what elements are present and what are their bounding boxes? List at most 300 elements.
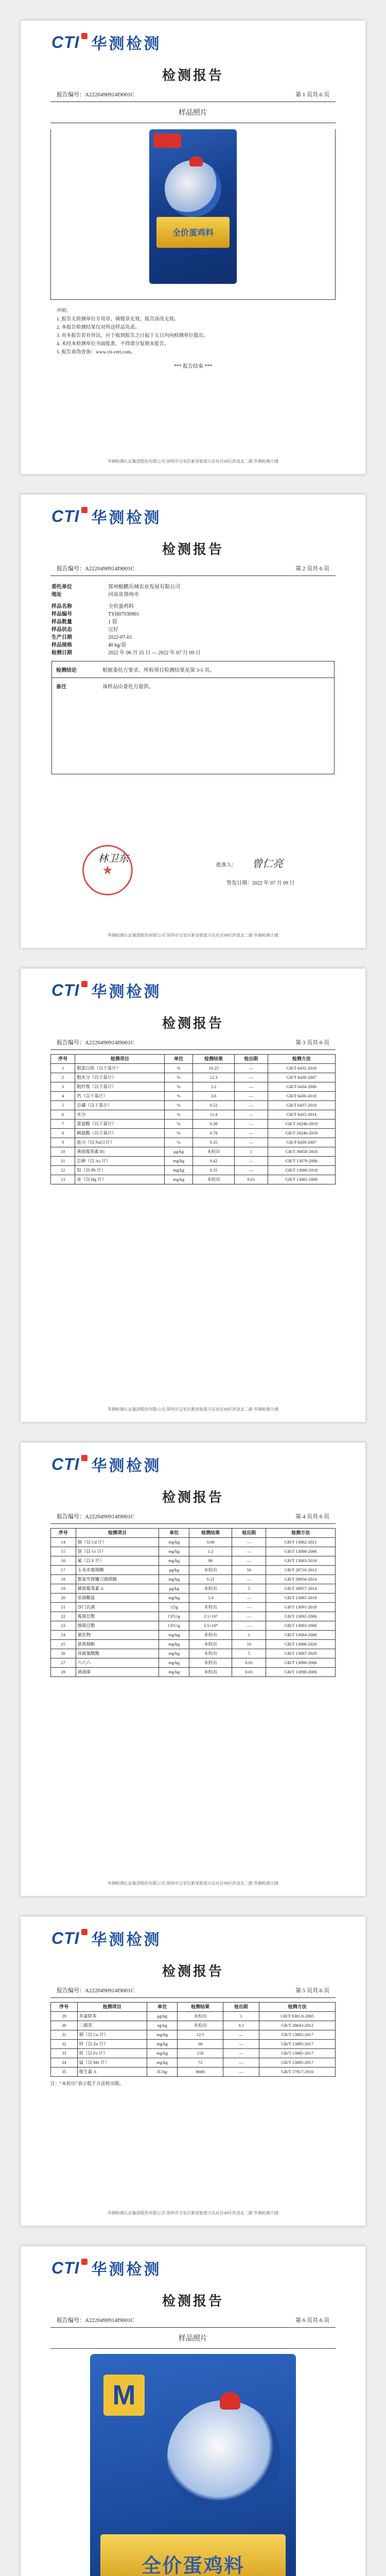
table-cell: mg/kg [165,1166,192,1175]
table-cell: 玉米赤霉烯酮 [76,1566,159,1575]
note-line: 1. 报告无检测单位专用章、骑缝章无效，报告涂改无效。 [57,317,179,322]
table-row [51,2040,336,2049]
table-cell: GB/T 13885-2017 [259,2040,336,2049]
table-row [51,1594,336,1603]
table-cell: 29 [51,2012,78,2021]
table-cell: mg/kg [147,2040,177,2049]
table-cell: 细菌总数 [76,1621,159,1631]
table-cell: 未检出 [189,1566,232,1575]
table-cell: ng/kg [147,2021,177,2030]
table-cell: GB/T 13086-2020 [266,1640,336,1649]
page-number: 第 2 页共 6 页 [295,566,329,572]
table-cell: mg/kg [165,1175,192,1184]
table-cell: mg/kg [159,1556,189,1566]
table-cell: 维生素 A [77,2067,147,2077]
table-cell: 镉（以 Cd 计） [76,1538,159,1547]
table-cell: mg/kg [159,1658,189,1668]
table-row [51,1612,336,1621]
table-cell: 14 [51,1538,76,1547]
table-cell: μg/kg [147,2012,177,2021]
table-row [51,1640,336,1649]
table-cell: 脱氧雪腐镰刀菌烯醇 [76,1575,159,1584]
table-cell: GB/T 13093-2006 [266,1621,336,1631]
table-cell: GB/T 13885-2017 [259,2049,336,2058]
table-cell: mg/kg [159,1538,189,1547]
table-row [51,1064,336,1073]
table-cell: 多氯联苯 [77,2012,147,2021]
table-cell: mg/kg [159,1547,189,1556]
table-cell: 0.35 [192,1166,234,1175]
table-cell: 盐分（以 NaCl 计） [75,1138,165,1147]
table-cell: 20 [51,1594,76,1603]
table-cell: — [232,1556,266,1566]
table-cell: 3.2 [192,1082,234,1092]
table-cell: 霉菌总数 [76,1612,159,1621]
bag-label: 全价蛋鸡料 [172,228,214,238]
table-cell: — [235,1110,268,1120]
table-cell: 86 [189,1556,232,1566]
table-cell: — [232,1547,266,1556]
table-cell: 1 [51,1064,75,1073]
table-cell: 铬（以 Cr 计） [76,1547,159,1556]
table-cell: — [235,1092,268,1101]
table-cell: 未检出 [192,1175,234,1184]
table-cell: 0.01 [232,1668,266,1677]
table-cell: % [165,1082,192,1092]
table-cell: 铜（以 Cu 计） [77,2030,147,2040]
table-cell: GB/T 30957-2014 [266,1584,336,1594]
table-cell: 156 [178,2049,223,2058]
table-cell: GB/T 13080-2018 [268,1166,335,1175]
table-cell: 1 [232,1631,266,1640]
table-row [51,1120,336,1129]
page-number: 第 3 页共 6 页 [295,1040,329,1046]
table-cell: GB/T 13885-2017 [259,2030,336,2040]
logo-cti: CTI [51,506,80,526]
table-cell: 蛋氨酸（以干基计） [75,1120,165,1129]
table-row [51,1110,336,1120]
table-cell: 粗灰分（以干基计） [75,1073,165,1082]
logo-cti: CTI [51,1928,80,1947]
logo-mark-icon [81,33,87,39]
table-cell: 0.1 [223,2021,259,2030]
table-cell: 5 [232,1584,266,1594]
table-cell: 28 [51,1668,76,1677]
table-cell: 未检出 [189,1668,232,1677]
logo-cn: 华测检测 [91,984,162,1001]
table-cell: — [235,1101,268,1110]
table-cell: 氰化物 [76,1631,159,1640]
photo-label: 样品照片 [50,2328,336,2349]
header-rule [50,1523,336,1524]
table-cell: 3.4 [189,1594,232,1603]
header-logo [21,1443,365,1475]
report-title: 检测报告 [162,68,224,83]
page-number: 第 1 页共 6 页 [295,92,329,98]
page-footer: 华测检测认证集团股份有限公司 深圳市宝安区新安街道兴东社区69区洪浪北二路 华测检测大楼 [108,2211,278,2215]
table-cell: — [232,1594,266,1603]
table-cell: 2 [51,1073,75,1082]
table-cell: 7 [51,1120,75,1129]
table-cell: GB/T 17817-2010 [259,2067,336,2077]
report-title: 检测报告 [162,1964,224,1979]
table-cell: — [235,1166,268,1175]
report-page-5 [21,1917,365,2226]
table-cell: μg/kg [159,1566,189,1575]
table-cell: 9 [51,1138,75,1147]
table-cell: % [165,1073,192,1082]
table-note: 注：“未检出”表示低于方法检出限。 [50,2081,124,2086]
table-cell: GB/T 13885-2017 [259,2058,336,2067]
table-cell: % [165,1110,192,1120]
table-cell: GB/T 6439-2007 [268,1138,335,1147]
table-cell: 1.2 [189,1547,232,1556]
table-cell: 24 [51,1631,76,1640]
table-cell: 0.42 [192,1157,234,1166]
table-row [51,2049,336,2058]
page-number: 第 6 页共 6 页 [295,2317,329,2324]
issue-date: 签发日期：2022 年 07 月 09 日 [226,880,295,886]
table-cell: mg/kg [159,1640,189,1649]
table-cell: 4 [51,1092,75,1101]
report-number: 报告编号：A2220490914I9001C [57,1988,134,1994]
table-cell: 68 [178,2040,223,2049]
table-cell: 赭曲霉毒素 A [76,1584,159,1594]
table-cell: 15 [51,1547,76,1556]
table-cell: 未检出 [189,1584,232,1594]
table-cell: 锰（以 Mn 计） [77,2058,147,2067]
table-cell: GB/T 6432-2018 [268,1064,335,1073]
table-cell: 16 [51,1556,76,1566]
table-cell: 沙门氏菌 [76,1603,159,1612]
table-cell: 铅（以 Pb 计） [75,1166,165,1175]
table-cell: 钙（以干基计） [75,1092,165,1101]
table-cell: — [223,2030,259,2040]
table-cell: — [235,1073,268,1082]
table-cell: % [165,1129,192,1138]
table-cell: 31 [51,2030,78,2040]
logo-cn: 华测检测 [91,510,162,527]
table-cell: μg/kg [165,1147,192,1157]
official-seal: ★ [82,845,133,895]
handwritten-signature: 林卫东 [98,852,129,865]
header-logo [21,495,365,527]
table-row [51,1631,336,1640]
table-cell: GB/T 13091-2018 [266,1603,336,1612]
table-cell: CFU/g [159,1621,189,1631]
table-cell: 26 [51,1649,76,1658]
table-cell: GB/T 13092-2006 [266,1612,336,1621]
table-cell: GB/T 13079-2006 [268,1157,335,1166]
table-cell: % [165,1138,192,1147]
table-cell: 赖氨酸（以干基计） [75,1129,165,1138]
table-row [51,1566,336,1575]
table-cell: 13 [51,1175,75,1184]
header-logo [21,21,365,53]
feed-bag-image [149,129,237,284]
page-number: 第 4 页共 6 页 [295,1514,329,1520]
table-row [51,1538,336,1547]
table-row [51,1101,336,1110]
table-cell: 32 [51,2040,78,2049]
table-row [51,1157,336,1166]
report-title: 检测报告 [162,542,224,557]
table-cell: 11.4 [192,1110,234,1120]
header-logo [21,969,365,1001]
table-row [51,1584,336,1594]
note-line: 4. 未经本检测单位书面批准，不得部分复制本报告。 [57,342,169,347]
logo-mark-icon [81,2259,87,2265]
table-cell: 六六六 [76,1658,159,1668]
page-footer: 华测检测认证集团股份有限公司 深圳市宝安区新安街道兴东社区69区洪浪北二路 华测检测大楼 [108,459,278,464]
table-cell: 异硫氰酸酯 [76,1649,159,1658]
table-cell: — [223,2058,259,2067]
table-cell: 16.25 [192,1064,234,1073]
results-table: 序号 检测项目 单位 检测结果 检出限 检测方法 1 粗蛋白质（以干基计） % 16.25 — GB/T 6432-2018 2 粗灰分（以干基计） % 12.3 — GB/T 6438-2007 3 粗纤维（以干基计） % 3.2 — GB/T 6434-2006 4 钙（以干基计） % 3.6 — GB/T 6436-2018 5 总磷（以干基计） % 0.52 — GB/T 6437-2018 6 水分 % 11.4 — GB/T 6435-2014 7 蛋氨酸（以干基计） % 0.38 — GB/T 18246-2019 8 赖氨酸（以干基计） % 0.78 — GB/T 18246-2019 9 盐分（以 NaCl 计） % 0.35 — GB/T 6439-2007 10 黄曲霉毒素 B1 μg/kg 未检出 1 GB/T 36858-2018 11 总砷（以 As 计） mg/kg 0.42 — GB/T 13079-2006 12 铅（以 Pb 计） mg/kg 0.35 — GB/T 13080-2018 13 汞（以 Hg 计） mg/kg 未检出 0.01 GB/T 13081-2006 [50,1054,336,1184]
table-cell: 19 [51,1584,76,1594]
table-cell: 25 [51,1640,76,1649]
feed-bag-image [90,2354,296,2576]
table-row [51,1082,336,1092]
table-cell: 滴滴涕 [76,1668,159,1677]
table-row [51,1556,336,1566]
table-row [51,1129,336,1138]
table-cell: 8 [51,1129,75,1138]
report-title: 检测报告 [162,1016,224,1031]
table-cell: 0.35 [192,1138,234,1147]
table-cell: GB/T 36858-2018 [268,1147,335,1157]
table-cell: 水分 [75,1110,165,1120]
table-cell: 游离棉酚 [76,1640,159,1649]
table-cell: GB/T 13088-2006 [266,1547,336,1556]
table-cell: — [235,1157,268,1166]
table-cell: 5 [232,1649,266,1658]
table-cell: μg/kg [159,1584,189,1594]
table-cell: 12.5 [178,2030,223,2040]
logo-cn: 华测检测 [91,1458,162,1475]
table-cell: GB/T 18246-2019 [268,1120,335,1129]
table-cell: 0.01 [235,1175,268,1184]
table-cell: 总磷（以干基计） [75,1101,165,1110]
table-cell: — [232,1575,266,1584]
table-cell: 粗蛋白质（以干基计） [75,1064,165,1073]
note-line: 声明： [57,309,72,314]
table-cell: 23 [51,1621,76,1631]
page-footer: 华测检测认证集团股份有限公司 深圳市宝安区新安街道兴东社区69区洪浪北二路 华测检测大楼 [108,1407,278,1412]
table-cell: 17 [51,1566,76,1575]
table-cell: % [165,1120,192,1129]
table-cell: 1 [223,2012,259,2021]
note-line: 3. 对本报告若有异议，应于收到报告之日起十五日内向检测单位提出。 [57,333,208,338]
table-cell: 0.52 [192,1101,234,1110]
photo-label: 样品照片 [50,102,336,123]
table-cell: 50 [232,1566,266,1575]
table-cell: CFU/g [159,1612,189,1621]
table-cell: 总砷（以 As 计） [75,1157,165,1166]
report-page-3 [21,969,365,1422]
table-cell: mg/kg [165,1157,192,1166]
table-row [51,2030,336,2040]
table-cell: 12.3 [192,1073,234,1082]
report-page-2 [21,495,365,948]
table-cell: GB/T 13084-2006 [266,1631,336,1640]
table-cell: GB/T 13087-2020 [266,1649,336,1658]
report-number: 报告编号：A2220490914I9001C [57,92,134,98]
table-cell: 34 [51,2058,78,2067]
table-cell: GB/T 6437-2018 [268,1101,335,1110]
table-cell: 27 [51,1658,76,1668]
table-cell: 21 [51,1603,76,1612]
report-number: 报告编号：A2220490914I9001C [57,1514,134,1520]
page-footer: 华测检测认证集团股份有限公司 深圳市宝安区新安街道兴东社区69区洪浪北二路 华测检测大楼 [108,933,278,938]
table-cell: 3 [51,1082,75,1092]
table-cell: 11 [51,1157,75,1166]
table-cell: 粗纤维（以干基计） [75,1082,165,1092]
table-cell: — [223,2067,259,2077]
table-cell: 汞（以 Hg 计） [75,1175,165,1184]
table-cell: 0.01 [232,1658,266,1668]
header-logo [21,2246,365,2278]
table-cell: mg/kg [147,2049,177,2058]
report-page-4 [21,1443,365,1896]
table-cell: GB/T 13081-2006 [268,1175,335,1184]
table-row [51,1649,336,1658]
sample-photo [50,129,336,300]
report-title: 检测报告 [162,1490,224,1505]
table-cell: 12 [51,1166,75,1175]
table-cell: mg/kg [159,1575,189,1584]
conclusion-box: 检测结论 根据委托方要求，所检项目检测结果见第 3-5 页。 备注 该样品由委托方提供。 [51,661,335,774]
logo-cti: CTI [51,32,80,52]
table-cell: mg/kg [147,2058,177,2067]
header-rule [50,1049,336,1050]
table-cell: 未检出 [189,1658,232,1668]
logo-cn: 华测检测 [91,36,162,53]
table-row [51,1668,336,1677]
table-cell: 0.21 [189,1575,232,1584]
table-cell: 5 [51,1101,75,1110]
table-cell: GB/T 6435-2014 [268,1110,335,1120]
table-cell: 22 [51,1612,76,1621]
table-cell: — [223,2049,259,2058]
table-cell: 铁（以 Fe 计） [77,2049,147,2058]
table-row [51,1621,336,1631]
table-cell: 黄曲霉毒素 B1 [75,1147,165,1157]
table-cell: 未检出 [189,1640,232,1649]
table-cell: mg/kg [159,1631,189,1640]
header-rule [50,1997,336,1998]
table-cell: 未检出 [189,1631,232,1640]
bag-label: 全价蛋鸡料 [141,2554,244,2576]
table-cell: GB/T 13083-2018 [266,1556,336,1566]
table-cell: 18 [51,1575,76,1584]
table-cell: 未检出 [178,2012,223,2021]
table-row [51,1166,336,1175]
table-cell: — [232,1612,266,1621]
table-cell: 33 [51,2049,78,2058]
logo-mark-icon [81,1929,87,1935]
table-cell: 2.1×10³ [189,1612,232,1621]
declaration-notes [21,300,365,357]
table-cell: — [232,1538,266,1547]
report-page-1 [21,21,365,474]
table-cell: — [223,2040,259,2049]
table-row [51,2012,336,2021]
table-cell: mg/kg [159,1649,189,1658]
results-table: 序号 检测项目 单位 检测结果 检出限 检测方法 14 镉（以 Cd 计） mg/kg 0.06 — GB/T 13082-2021 15 铬（以 Cr 计） mg/kg 1.2 — GB/T 13088-2006 16 氟（以 F 计） mg/kg 86 — GB/T 13083-2018 17 玉米赤霉烯酮 μg/kg 未检出 50 GB/T 28716-2012 18 脱氧雪腐镰刀菌烯醇 mg/kg 0.21 — GB/T 30956-2014 19 赭曲霉毒素 A μg/kg 未检出 5 GB/T 30957-2014 20 亚硝酸盐 mg/kg 3.4 — GB/T 13085-2018 21 沙门氏菌 /25g 未检出 — GB/T 13091-2018 22 霉菌总数 CFU/g 2.1×10³ — GB/T 13092-2006 23 细菌总数 CFU/g 3.5×10⁴ — GB/T 13093-2006 24 氰化物 mg/kg 未检出 1 GB/T 13084-2006 25 游离棉酚 mg/kg 未检出 10 GB/T 13086-2020 26 异硫氰酸酯 mg/kg 未检出 5 GB/T 13087-2020 27 六六六 mg/kg 未检出 0.01 GB/T 13090-2006 28 滴滴涕 mg/kg 未检出 0.01 GB/T 13090-2006 [50,1528,336,1677]
logo-cti: CTI [51,980,80,999]
report-title: 检测报告 [162,2294,224,2309]
note-line: 2. 本报告检测结果仅对所送样品负责。 [57,325,140,330]
table-cell: GB/T 13085-2018 [266,1594,336,1603]
sample-info: 委托单位 郑州鲲鹏乐城农业发展有限公司 地址 河南省郑州市 样品名称 全价蛋鸡料 样品编号 TYH07930901 样品数量 1 袋 样品状态 完好 生产日期 2022-07-01 样品规格 40 kg/袋 检测日期 2022 年 06 月 25 日 — 2022 年 07 月 09 日 [51,584,201,656]
report-page-6 [21,2246,365,2576]
report-end: *** 报告结束 *** [173,364,213,369]
table-cell: 3.5×10⁴ [189,1621,232,1631]
table-cell: IU/kg [147,2067,177,2077]
table-cell: GB/T 6436-2018 [268,1092,335,1101]
table-cell: 未检出 [189,1649,232,1658]
table-cell: 10 [51,1147,75,1157]
table-cell: — [235,1064,268,1073]
table-cell: % [165,1092,192,1101]
table-cell: — [232,1603,266,1612]
table-cell: % [165,1101,192,1110]
table-cell: — [235,1082,268,1092]
table-cell: GB/T 28716-2012 [266,1566,336,1575]
table-cell: 0.06 [189,1538,232,1547]
table-cell: 未检出 [178,2021,223,2030]
table-cell: 35 [51,2067,78,2077]
table-cell: /25g [159,1603,189,1612]
table-cell: 3.6 [192,1092,234,1101]
page-number: 第 5 页共 6 页 [295,1988,329,1994]
table-row [51,1658,336,1668]
table-row [51,2021,336,2030]
table-cell: GB/T 30956-2014 [266,1575,336,1584]
table-row [51,1138,336,1147]
page-footer: 华测检测认证集团股份有限公司 深圳市宝安区新安街道兴东社区69区洪浪北二路 华测检测大楼 [108,1881,278,1886]
logo-cti: CTI [51,2258,80,2277]
table-cell: 锌（以 Zn 计） [77,2040,147,2049]
table-row [51,1175,336,1184]
table-row [51,2067,336,2077]
logo-cn: 华测检测 [91,1931,162,1948]
table-cell: — [235,1120,268,1129]
table-row [51,1603,336,1612]
table-cell: GB/T 13090-2006 [266,1668,336,1677]
table-cell: GB/T 8381.8-2005 [259,2012,336,2021]
table-cell: 72 [178,2058,223,2067]
table-cell: 30 [51,2021,78,2030]
table-cell: 氟（以 F 计） [76,1556,159,1566]
table-cell: 二噁英 [77,2021,147,2030]
table-cell: 8600 [178,2067,223,2077]
table-cell: GB/T 13090-2006 [266,1658,336,1668]
table-cell: GB/T 28643-2012 [259,2021,336,2030]
table-row [51,1575,336,1584]
table-cell: % [165,1064,192,1073]
report-number: 报告编号：A2220490914I9001C [57,566,134,572]
table-cell: 10 [232,1640,266,1649]
handwritten-signature: 曾仁亮 [252,857,283,870]
table-row [51,1547,336,1556]
note-line: 5. 报告真伪查询：www.cti-cert.com。 [57,350,136,355]
table-cell: — [235,1129,268,1138]
table-row [51,1073,336,1082]
results-table: 序号 检测项目 单位 检测结果 检出限 检测方法 29 多氯联苯 μg/kg 未检出 1 GB/T 8381.8-2005 30 二噁英 ng/kg 未检出 0.1 GB/T 28643-2012 31 铜（以 Cu 计） mg/kg 12.5 — GB/T 13885-2017 32 锌（以 Zn 计） mg/kg 68 — GB/T 13885-2017 33 铁（以 Fe 计） mg/kg 156 — GB/T 13885-2017 34 锰（以 Mn 计） mg/kg 72 — GB/T 13885-2017 35 维生素 A IU/kg 8600 — GB/T 17817-2010 [50,2002,336,2077]
logo-mark-icon [81,981,87,987]
